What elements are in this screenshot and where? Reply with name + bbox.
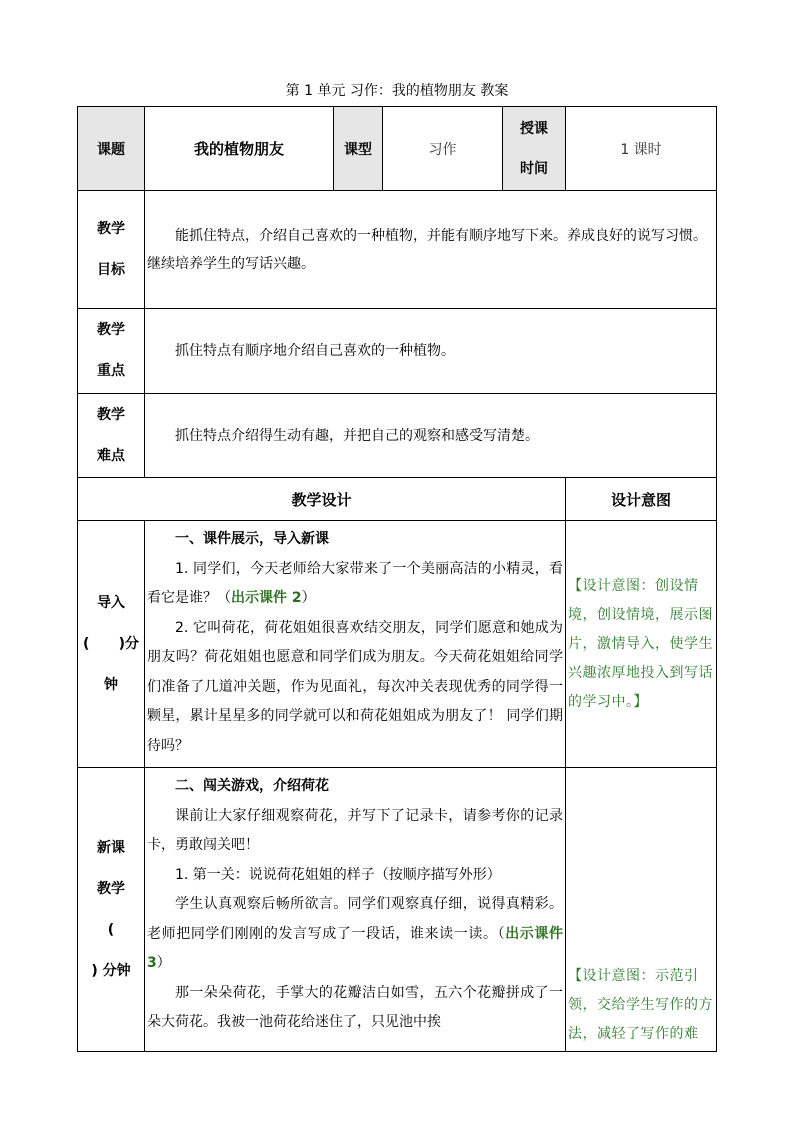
lesson-plan-table — [77, 106, 717, 1052]
intro-heading: 一、课件展示，导入新课 — [175, 531, 329, 547]
key-points-text: 抓住特点有顺序地介绍自己喜欢的一种植物。 — [175, 343, 455, 359]
intro-label — [78, 521, 145, 768]
time-label — [503, 107, 566, 191]
difficulties-label — [78, 394, 145, 478]
intro-paragraph-2: 2. 它叫荷花，荷花姐姐很喜欢结交朋友，同学们愿意和她成为朋友吗？荷花姐姐也愿意和同学们成为朋友。今天荷花姐姐给同学们准备了几道冲关题，作为见面礼，每次冲关表现优秀的同学得一颗星，累计星星多的同学就可以和荷花姐姐成为朋友了！ 同学们期待吗？ — [147, 619, 563, 754]
design-header: 教学设计 — [78, 478, 566, 521]
key-points-row — [78, 309, 717, 394]
new-lesson-intent — [566, 768, 717, 1052]
key-points-label-line-2: 重点 — [97, 363, 125, 379]
new-lesson-label-line-1: 新课 — [97, 839, 125, 856]
new-lesson-label-line-4: ) 分钟 — [91, 962, 131, 979]
intro-intent-text: 【设计意图：创设情境，创设情境，展示图片，激情导入，使学生兴趣浓厚地投入到写话的学习中。】 — [568, 577, 713, 710]
design-header-row — [78, 478, 717, 521]
goals-cell — [145, 191, 717, 309]
intro-label-line-3: 钟 — [104, 676, 118, 693]
topic-label: 课题 — [78, 107, 145, 191]
new-lesson-label-line-3: ( — [107, 921, 115, 938]
new-lesson-content — [145, 768, 566, 1052]
goals-row — [78, 191, 717, 309]
difficulties-row — [78, 394, 717, 478]
difficulties-cell — [145, 394, 717, 478]
goals-label-line-2: 目标 — [97, 261, 125, 278]
time-label-line-1: 授课 — [520, 120, 548, 137]
new-lesson-label-line-2: 教学 — [97, 880, 125, 897]
intro-label-line-1: 导入 — [97, 594, 125, 611]
topic-value: 我的植物朋友 — [145, 107, 334, 191]
intro-paragraph-1 — [147, 555, 563, 614]
new-lesson-paragraph-3 — [147, 890, 563, 979]
key-points-cell — [145, 309, 717, 394]
hours-value: 1 课时 — [566, 107, 717, 191]
intro-p1-end: ） — [301, 590, 316, 606]
new-lesson-intent-text: 【设计意图：示范引领，交给学生写作的方法，减轻了写作的难 — [568, 968, 713, 1042]
type-value: 习作 — [383, 107, 503, 191]
intro-p1-courseware: 出示课件 2 — [231, 590, 302, 606]
new-lesson-row — [78, 768, 717, 1052]
difficulties-text: 抓住特点介绍得生动有趣，并把自己的观察和感受写清楚。 — [175, 427, 539, 444]
intent-header: 设计意图 — [566, 478, 717, 521]
intro-p1-text: 1. 同学们，今天老师给大家带来了一个美丽高洁的小精灵，看看它是谁？（ — [147, 560, 563, 606]
new-lesson-p3-text: 学生认真观察后畅所欲言。同学们观察真仔细，说得真精彩。老师把同学们刚刚的发言写成了一段话，谁来读一读。（ — [147, 896, 563, 942]
new-lesson-p3-courseware: 出示课件 3 — [147, 925, 564, 971]
intro-row — [78, 521, 717, 768]
new-lesson-paragraph-2: 1. 第一关：说说荷花姐姐的样子（按顺序描写外形） — [175, 866, 501, 883]
type-label: 课型 — [334, 107, 383, 191]
goals-label-line-1: 教学 — [97, 220, 125, 237]
new-lesson-p3-end: ） — [156, 955, 171, 971]
key-points-label-line-1: 教学 — [97, 322, 125, 338]
intro-label-line-2: ( )分 — [82, 635, 140, 652]
intro-content — [145, 521, 566, 768]
key-points-label — [78, 309, 145, 394]
document-title: 第 1 单元 习作：我的植物朋友 教案 — [285, 83, 509, 99]
new-lesson-paragraph-4: 那一朵朵荷花，手掌大的花瓣洁白如雪，五六个花瓣拼成了一朵大荷花。我被一池荷花给迷住了，只见池中挨 — [147, 984, 563, 1030]
time-label-line-2: 时间 — [520, 160, 548, 177]
goals-text: 能抓住特点，介绍自己喜欢的一种植物，并能有顺序地写下来。养成良好的说写习惯。继续培养学生的写话兴趣。 — [147, 227, 707, 272]
new-lesson-label — [78, 768, 145, 1052]
header-row — [78, 107, 717, 191]
difficulties-label-line-2: 难点 — [97, 447, 125, 464]
new-lesson-heading: 二、闯关游戏，介绍荷花 — [175, 778, 329, 794]
intro-intent — [566, 521, 717, 768]
goals-label — [78, 191, 145, 309]
difficulties-label-line-1: 教学 — [97, 406, 125, 423]
new-lesson-paragraph-1: 课前让大家仔细观察荷花，并写下了记录卡，请参考你的记录卡，勇敢闯关吧！ — [147, 807, 563, 853]
